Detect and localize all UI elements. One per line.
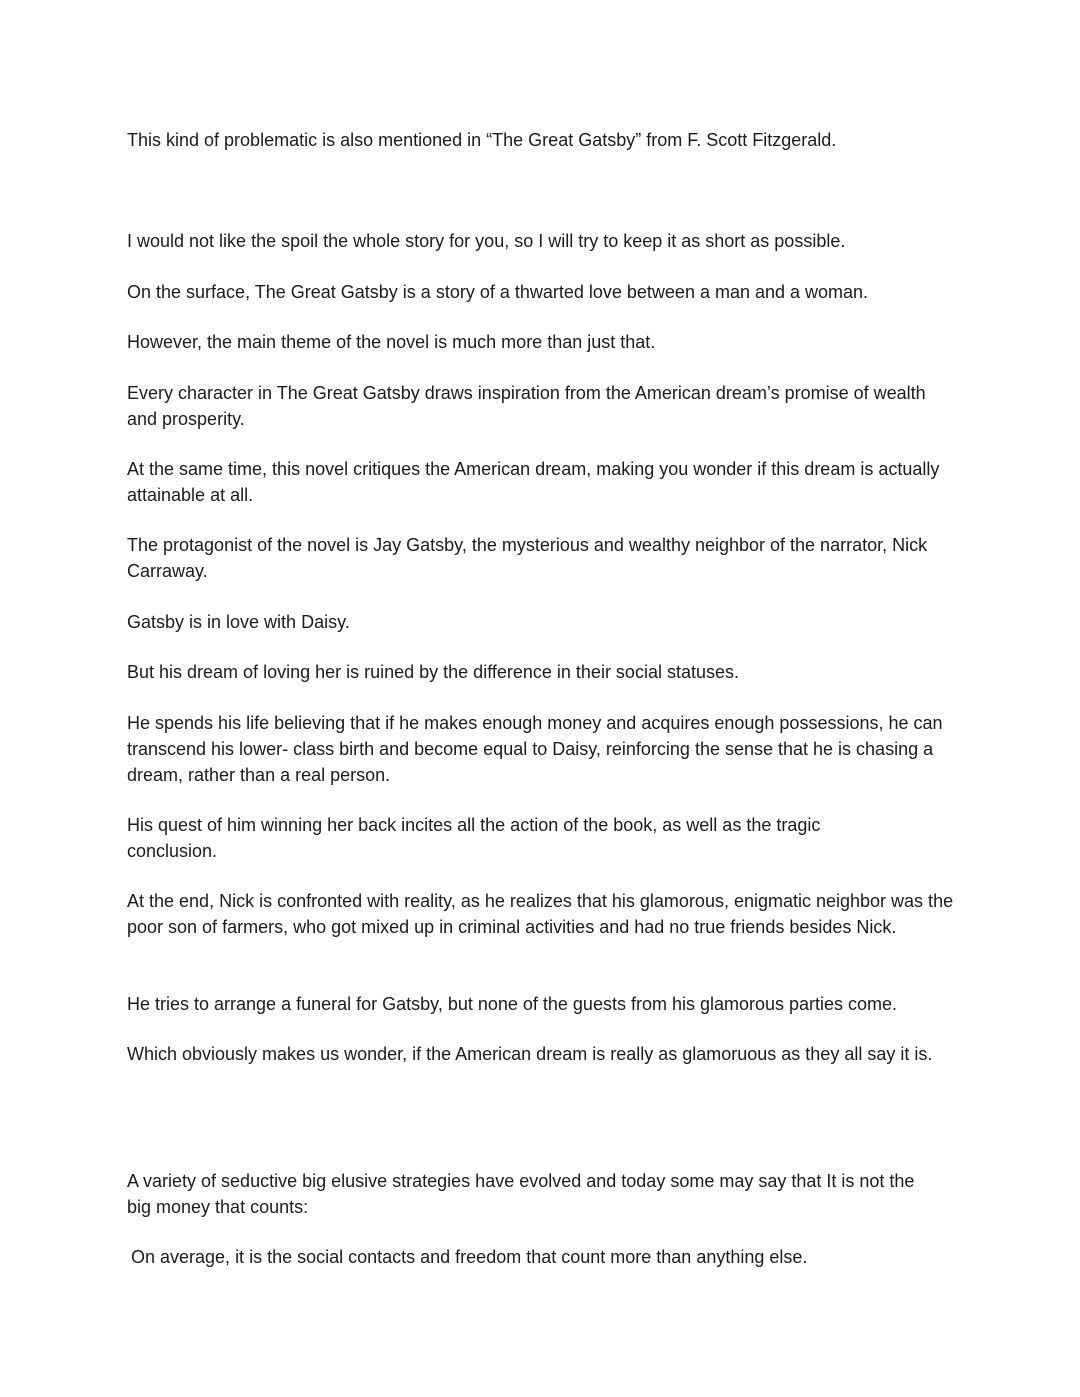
paragraph-funeral: He tries to arrange a funeral for Gatsby, but none of the guests from his glamorous parties come.	[127, 994, 898, 1014]
paragraph-critique: At the same time, this novel critiques the American dream, making you wonder if this dream is actually attainable at all.	[127, 459, 940, 505]
paragraph-strategies: A variety of seductive big elusive strategies have evolved and today some may say that It is not the big money that counts:	[127, 1171, 915, 1217]
paragraph-wonder: Which obviously makes us wonder, if the American dream is really as glamoruous as they all say it is.	[127, 1044, 933, 1064]
paragraph-main-theme: However, the main theme of the novel is much more than just that.	[127, 332, 656, 352]
paragraph-social-contacts: On average, it is the social contacts and freedom that count more than anything else.	[131, 1247, 808, 1267]
paragraph-social-status: But his dream of loving her is ruined by the difference in their social statuses.	[127, 662, 739, 682]
paragraph-quest: His quest of him winning her back incites all the action of the book, as well as the tragic conclusion.	[127, 815, 821, 861]
paragraph-intro: This kind of problematic is also mentioned in “The Great Gatsby” from F. Scott Fitzgerald.	[127, 130, 837, 150]
paragraph-spoiler-note: I would not like the spoil the whole story for you, so I will try to keep it as short as possible.	[127, 231, 846, 251]
paragraph-daisy: Gatsby is in love with Daisy.	[127, 612, 350, 632]
paragraph-surface: On the surface, The Great Gatsby is a story of a thwarted love between a man and a woman.	[127, 282, 869, 302]
paragraph-ending: At the end, Nick is confronted with reality, as he realizes that his glamorous, enigmatic neighbor was the poor son of farmers, who got mixed up in criminal activities and had no true friends besides Nick.	[127, 891, 954, 937]
paragraph-life-belief: He spends his life believing that if he makes enough money and acquires enough possessions, he can transcend his lower- class birth and become equal to Daisy, reinforcing the sense that he is chasing a dream, rather than a real person.	[127, 713, 943, 785]
paragraph-protagonist: The protagonist of the novel is Jay Gatsby, the mysterious and wealthy neighbor of the narrator, Nick Carraway.	[127, 535, 928, 581]
paragraph-characters: Every character in The Great Gatsby draws inspiration from the American dream’s promise of wealth and prosperity.	[127, 383, 926, 429]
